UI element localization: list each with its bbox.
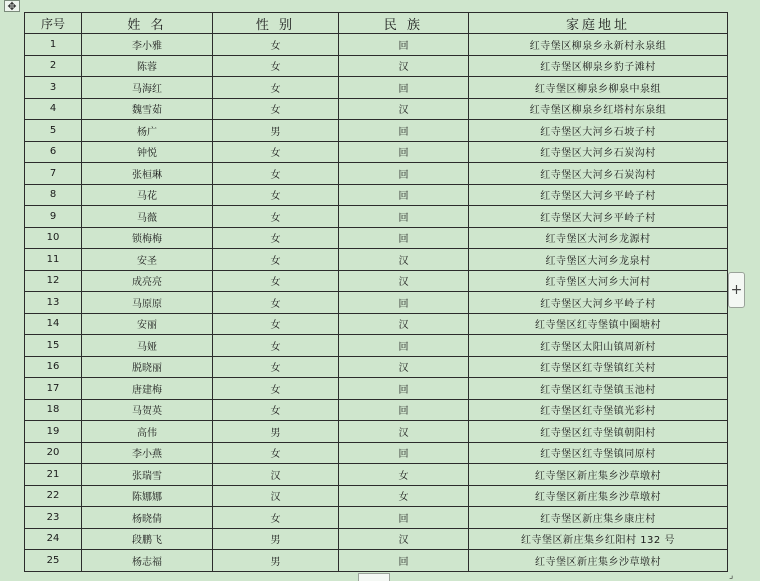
table-row xyxy=(25,120,728,142)
header-seq[interactable]: 序号 xyxy=(25,13,82,34)
cell-gender[interactable]: 女 xyxy=(213,442,339,464)
cell-address[interactable]: 红寺堡区大河乡石坡子村 xyxy=(469,120,728,142)
table-row xyxy=(25,292,728,314)
cell-seq[interactable]: 9 xyxy=(25,206,82,228)
cell-gender[interactable]: 女 xyxy=(213,378,339,400)
cell-ethnicity[interactable]: 回 xyxy=(339,378,469,400)
cell-name[interactable]: 马薇 xyxy=(82,206,213,228)
cell-name[interactable]: 陈娜娜 xyxy=(82,485,213,507)
cell-address[interactable]: 红寺堡区柳泉乡柳泉中泉组 xyxy=(469,77,728,99)
cell-name[interactable]: 李小燕 xyxy=(82,442,213,464)
cell-seq[interactable]: 2 xyxy=(25,55,82,77)
table-row xyxy=(25,421,728,443)
cell-seq[interactable]: 8 xyxy=(25,184,82,206)
cell-ethnicity[interactable]: 汉 xyxy=(339,270,469,292)
cell-gender[interactable]: 女 xyxy=(213,98,339,120)
cell-address[interactable]: 红寺堡区柳泉乡红塔村东泉组 xyxy=(469,98,728,120)
cell-ethnicity[interactable]: 回 xyxy=(339,507,469,529)
cell-ethnicity[interactable]: 回 xyxy=(339,335,469,357)
cell-seq[interactable]: 1 xyxy=(25,34,82,56)
cell-seq[interactable]: 11 xyxy=(25,249,82,271)
table-row xyxy=(25,313,728,335)
cell-gender[interactable]: 女 xyxy=(213,34,339,56)
cell-ethnicity[interactable]: 汉 xyxy=(339,249,469,271)
cell-name[interactable]: 锁梅梅 xyxy=(82,227,213,249)
cell-gender[interactable]: 女 xyxy=(213,249,339,271)
cell-name[interactable]: 安丽 xyxy=(82,313,213,335)
cell-address[interactable]: 红寺堡区红寺堡镇同原村 xyxy=(469,442,728,464)
cell-seq[interactable]: 22 xyxy=(25,485,82,507)
cell-gender[interactable]: 女 xyxy=(213,335,339,357)
cell-address[interactable]: 红寺堡区红寺堡镇中圈塘村 xyxy=(469,313,728,335)
header-row xyxy=(25,13,728,34)
table-row xyxy=(25,507,728,529)
student-roster-table xyxy=(24,12,728,572)
table-row xyxy=(25,141,728,163)
cell-name[interactable]: 魏雪茹 xyxy=(82,98,213,120)
table-row xyxy=(25,163,728,185)
table-row xyxy=(25,249,728,271)
cell-gender[interactable]: 女 xyxy=(213,292,339,314)
cell-name[interactable]: 杨晓倩 xyxy=(82,507,213,529)
cell-address[interactable]: 红寺堡区大河乡平岭子村 xyxy=(469,292,728,314)
cell-gender[interactable]: 女 xyxy=(213,507,339,529)
cell-seq[interactable]: 7 xyxy=(25,163,82,185)
cell-ethnicity[interactable]: 汉 xyxy=(339,98,469,120)
table-row xyxy=(25,335,728,357)
cell-name[interactable]: 马娅 xyxy=(82,335,213,357)
cell-name[interactable]: 高伟 xyxy=(82,421,213,443)
cell-gender[interactable]: 男 xyxy=(213,120,339,142)
table-row xyxy=(25,464,728,486)
cell-seq[interactable]: 12 xyxy=(25,270,82,292)
table-header xyxy=(25,13,728,34)
cell-gender[interactable]: 汉 xyxy=(213,485,339,507)
table-row xyxy=(25,55,728,77)
table-row xyxy=(25,528,728,550)
cell-name[interactable]: 李小雅 xyxy=(82,34,213,56)
cell-name[interactable]: 安圣 xyxy=(82,249,213,271)
cell-address[interactable]: 红寺堡区柳泉乡豹子滩村 xyxy=(469,55,728,77)
header-gender[interactable]: 性 别 xyxy=(213,13,339,34)
cell-name[interactable]: 段鹏飞 xyxy=(82,528,213,550)
cell-gender[interactable]: 女 xyxy=(213,270,339,292)
cell-seq[interactable]: 21 xyxy=(25,464,82,486)
cell-ethnicity[interactable]: 回 xyxy=(339,227,469,249)
cell-ethnicity[interactable]: 汉 xyxy=(339,356,469,378)
cell-address[interactable]: 红寺堡区红寺堡镇光彩村 xyxy=(469,399,728,421)
cell-ethnicity[interactable]: 回 xyxy=(339,163,469,185)
plus-icon: + xyxy=(730,282,743,298)
cell-name[interactable]: 钟悦 xyxy=(82,141,213,163)
cell-name[interactable]: 成亮亮 xyxy=(82,270,213,292)
cell-ethnicity[interactable]: 回 xyxy=(339,292,469,314)
cell-seq[interactable]: 14 xyxy=(25,313,82,335)
cell-seq[interactable]: 5 xyxy=(25,120,82,142)
cell-address[interactable]: 红寺堡区新庄集乡康庄村 xyxy=(469,507,728,529)
cell-ethnicity[interactable]: 女 xyxy=(339,485,469,507)
cell-name[interactable]: 马原原 xyxy=(82,292,213,314)
cell-ethnicity[interactable]: 汉 xyxy=(339,55,469,77)
cell-name[interactable]: 马花 xyxy=(82,184,213,206)
table-row xyxy=(25,34,728,56)
cell-address[interactable]: 红寺堡区新庄集乡红阳村 132 号 xyxy=(469,528,728,550)
cell-address[interactable]: 红寺堡区红寺堡镇玉池村 xyxy=(469,378,728,400)
table-row xyxy=(25,485,728,507)
cell-ethnicity[interactable]: 回 xyxy=(339,206,469,228)
table-row xyxy=(25,77,728,99)
cell-gender[interactable]: 女 xyxy=(213,206,339,228)
cell-address[interactable]: 红寺堡区大河乡龙源村 xyxy=(469,227,728,249)
cell-ethnicity[interactable]: 回 xyxy=(339,184,469,206)
cell-seq[interactable]: 6 xyxy=(25,141,82,163)
cell-gender[interactable]: 女 xyxy=(213,77,339,99)
cell-ethnicity[interactable]: 回 xyxy=(339,550,469,572)
table-row xyxy=(25,442,728,464)
add-row-button[interactable] xyxy=(728,272,745,308)
cell-address[interactable]: 红寺堡区大河乡石炭沟村 xyxy=(469,141,728,163)
cell-gender[interactable]: 女 xyxy=(213,141,339,163)
cell-ethnicity[interactable]: 回 xyxy=(339,120,469,142)
cell-gender[interactable]: 男 xyxy=(213,421,339,443)
cell-name[interactable]: 张桓琳 xyxy=(82,163,213,185)
cell-address[interactable]: 红寺堡区红寺堡镇红关村 xyxy=(469,356,728,378)
table-move-handle[interactable] xyxy=(4,0,20,12)
cell-name[interactable]: 马贺英 xyxy=(82,399,213,421)
cell-ethnicity[interactable]: 汉 xyxy=(339,528,469,550)
cell-gender[interactable]: 女 xyxy=(213,356,339,378)
cell-address[interactable]: 红寺堡区柳泉乡永新村永泉组 xyxy=(469,34,728,56)
move-icon: ✥ xyxy=(7,0,17,13)
cell-address[interactable]: 红寺堡区大河乡平岭子村 xyxy=(469,184,728,206)
cell-name[interactable]: 杨志福 xyxy=(82,550,213,572)
cell-seq[interactable]: 3 xyxy=(25,77,82,99)
cell-name[interactable]: 脱晓丽 xyxy=(82,356,213,378)
cell-name[interactable]: 陈蓉 xyxy=(82,55,213,77)
cell-seq[interactable]: 16 xyxy=(25,356,82,378)
cell-ethnicity[interactable]: 汉 xyxy=(339,313,469,335)
cell-address[interactable]: 红寺堡区大河乡石炭沟村 xyxy=(469,163,728,185)
cell-seq[interactable]: 23 xyxy=(25,507,82,529)
cell-ethnicity[interactable]: 回 xyxy=(339,34,469,56)
cell-seq[interactable]: 25 xyxy=(25,550,82,572)
cell-gender[interactable]: 女 xyxy=(213,184,339,206)
cell-ethnicity[interactable]: 汉 xyxy=(339,421,469,443)
header-ethnicity[interactable]: 民 族 xyxy=(339,13,469,34)
cell-gender[interactable]: 女 xyxy=(213,399,339,421)
table-row xyxy=(25,206,728,228)
table-row xyxy=(25,399,728,421)
cell-address[interactable]: 红寺堡区太阳山镇周新村 xyxy=(469,335,728,357)
cell-seq[interactable]: 17 xyxy=(25,378,82,400)
cell-seq[interactable]: 13 xyxy=(25,292,82,314)
cell-name[interactable]: 马海红 xyxy=(82,77,213,99)
cell-ethnicity[interactable]: 回 xyxy=(339,399,469,421)
table-row xyxy=(25,550,728,572)
cell-gender[interactable]: 女 xyxy=(213,227,339,249)
header-address[interactable]: 家庭地址 xyxy=(469,13,728,34)
table-row xyxy=(25,270,728,292)
cell-address[interactable]: 红寺堡区大河乡龙泉村 xyxy=(469,249,728,271)
cell-address[interactable]: 红寺堡区新庄集乡沙草墩村 xyxy=(469,550,728,572)
add-column-handle[interactable] xyxy=(358,573,390,581)
cell-name[interactable]: 张瑞雪 xyxy=(82,464,213,486)
table-row xyxy=(25,98,728,120)
cell-gender[interactable]: 汉 xyxy=(213,464,339,486)
cell-ethnicity[interactable]: 回 xyxy=(339,442,469,464)
table-body xyxy=(25,34,728,572)
cell-name[interactable]: 杨广 xyxy=(82,120,213,142)
cell-ethnicity[interactable]: 回 xyxy=(339,141,469,163)
cell-gender[interactable]: 男 xyxy=(213,550,339,572)
table-row xyxy=(25,227,728,249)
cell-seq[interactable]: 18 xyxy=(25,399,82,421)
table-resize-icon[interactable]: ⌟ xyxy=(729,571,734,581)
cell-address[interactable]: 红寺堡区新庄集乡沙草墩村 xyxy=(469,485,728,507)
header-name[interactable]: 姓 名 xyxy=(82,13,213,34)
cell-seq[interactable]: 15 xyxy=(25,335,82,357)
cell-seq[interactable]: 4 xyxy=(25,98,82,120)
cell-gender[interactable]: 女 xyxy=(213,313,339,335)
table-row xyxy=(25,356,728,378)
cell-ethnicity[interactable]: 女 xyxy=(339,464,469,486)
cell-gender[interactable]: 男 xyxy=(213,528,339,550)
cell-seq[interactable]: 20 xyxy=(25,442,82,464)
cell-seq[interactable]: 10 xyxy=(25,227,82,249)
cell-gender[interactable]: 女 xyxy=(213,163,339,185)
table-row xyxy=(25,378,728,400)
cell-name[interactable]: 唐建梅 xyxy=(82,378,213,400)
cell-address[interactable]: 红寺堡区大河乡大河村 xyxy=(469,270,728,292)
cell-address[interactable]: 红寺堡区大河乡平岭子村 xyxy=(469,206,728,228)
table-row xyxy=(25,184,728,206)
cell-address[interactable]: 红寺堡区新庄集乡沙草墩村 xyxy=(469,464,728,486)
cell-seq[interactable]: 24 xyxy=(25,528,82,550)
cell-address[interactable]: 红寺堡区红寺堡镇朝阳村 xyxy=(469,421,728,443)
cell-ethnicity[interactable]: 回 xyxy=(339,77,469,99)
cell-gender[interactable]: 女 xyxy=(213,55,339,77)
cell-seq[interactable]: 19 xyxy=(25,421,82,443)
